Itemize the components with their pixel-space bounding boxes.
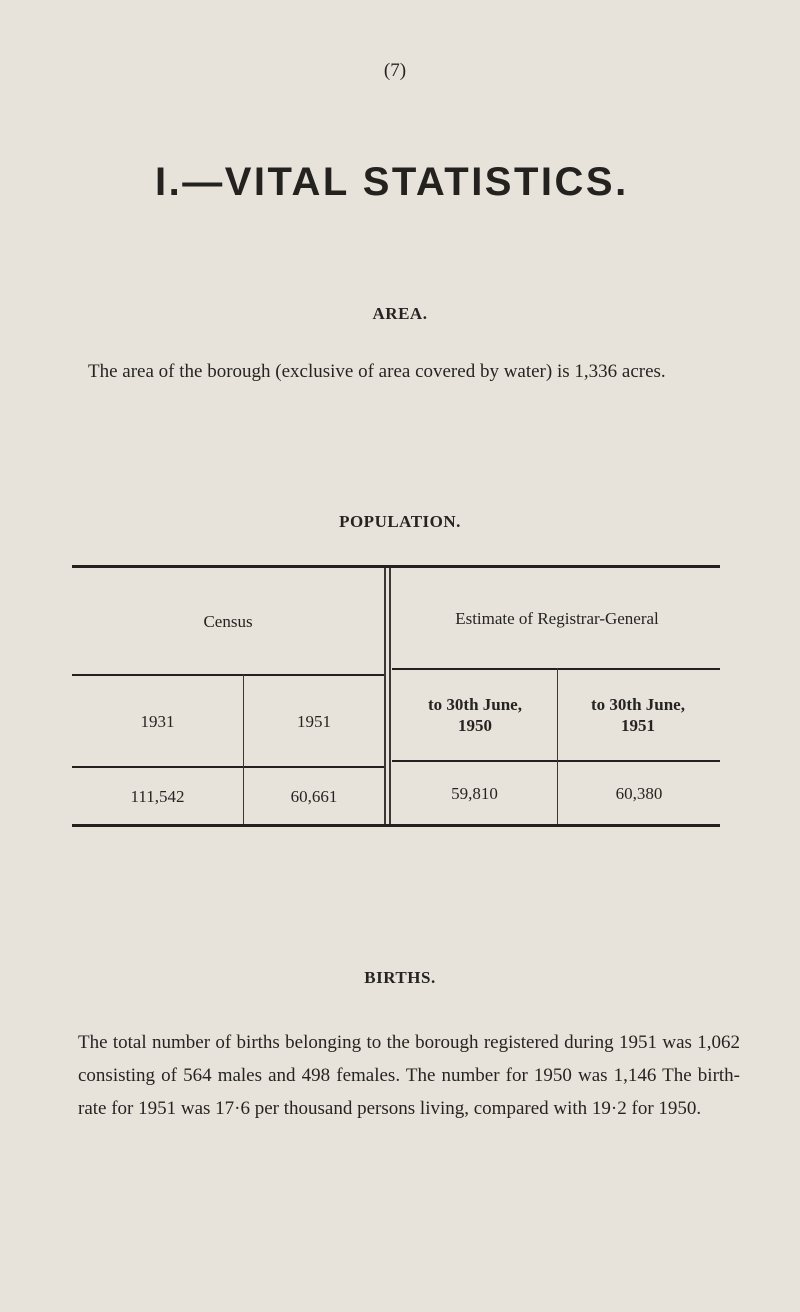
area-heading: AREA. (372, 304, 428, 323)
area-paragraph: The area of the borough (exclusive of area covered by water) is 1,336 acres. (88, 361, 666, 382)
value-estimate-1950: 59,810 (451, 783, 498, 803)
value-1931: 111,542 (130, 786, 185, 806)
value-1951: 60,661 (290, 786, 338, 806)
table-bottom-rule (72, 824, 720, 827)
population-heading: POPULATION. (339, 512, 461, 531)
table-divider-main-b (389, 568, 391, 824)
page-title: I.—VITAL STATISTICS. (155, 160, 629, 204)
census-group-header: Census (203, 611, 253, 631)
value-estimate-1951: 60,380 (615, 783, 663, 803)
column-header-1931: 1931 (140, 711, 175, 731)
column-header-1951: 1951 (297, 711, 331, 731)
table-divider-main-a (384, 568, 386, 824)
column-header-estimate-1950: to 30th June, 1950 (428, 695, 522, 735)
births-heading: BIRTHS. (364, 968, 436, 987)
page-number: (7) (383, 60, 407, 81)
births-paragraph: The total number of births belonging to the borough registered during 1951 was 1,062 consisting of 564 males and 498 females. The number for 1950 was 1,146 The birth-rate for 1951 was 17·6 per thousand persons living, compared with 19·2 for 1950. (78, 1032, 740, 1119)
estimate-group-header: Estimate of Registrar-General (455, 608, 659, 628)
column-header-estimate-1951: to 30th June, 1951 (591, 695, 685, 735)
